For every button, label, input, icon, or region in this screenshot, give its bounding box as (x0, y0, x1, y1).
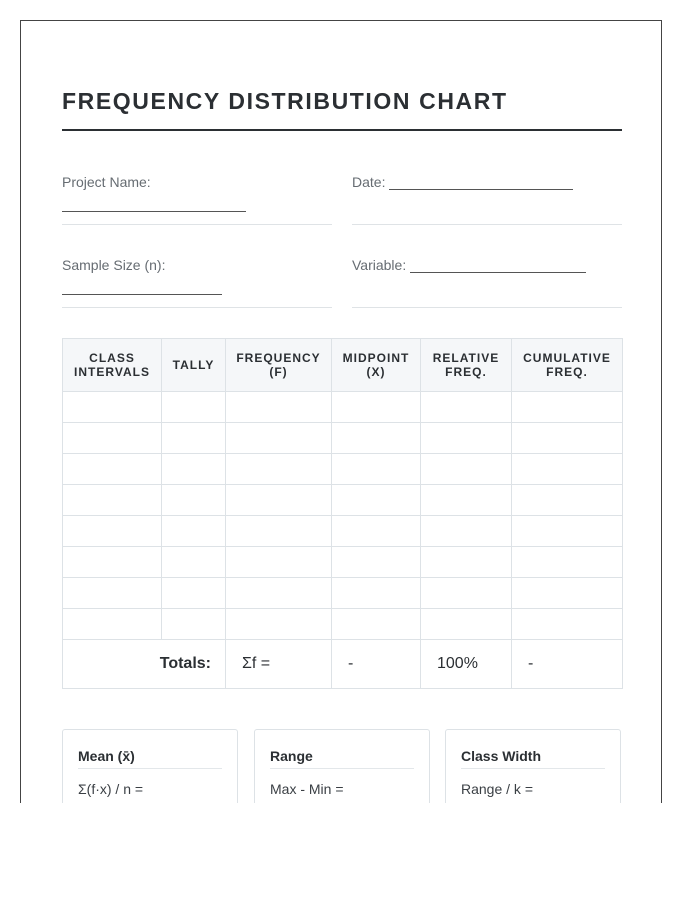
variable-label: Variable: (352, 257, 407, 273)
mean-card (62, 729, 238, 803)
relative-freq-cell[interactable] (421, 454, 512, 485)
frequency-cell[interactable] (226, 578, 332, 609)
relative-freq-cell[interactable] (421, 547, 512, 578)
class-interval-cell[interactable] (63, 485, 162, 516)
class-interval-cell[interactable] (63, 516, 162, 547)
totals-row (63, 640, 623, 689)
relative-freq-cell[interactable] (421, 485, 512, 516)
sample-size-blank[interactable] (62, 280, 222, 295)
worksheet-page (20, 20, 662, 803)
cumulative-freq-cell[interactable] (512, 392, 623, 423)
mean-formula[interactable]: Σ(f·x) / n = (78, 781, 144, 797)
tally-cell[interactable] (162, 485, 226, 516)
tally-cell[interactable] (162, 423, 226, 454)
project-name-label: Project Name: (62, 174, 151, 190)
table-row (63, 516, 623, 547)
cumulative-freq-cell[interactable] (512, 609, 623, 640)
class-interval-cell[interactable] (63, 392, 162, 423)
date-blank[interactable] (389, 175, 573, 190)
frequency-cell[interactable] (226, 609, 332, 640)
midpoint-cell[interactable] (332, 609, 421, 640)
total-midpoint-cell: - (332, 640, 421, 689)
cumulative-freq-cell[interactable] (512, 516, 623, 547)
cumulative-freq-cell[interactable] (512, 578, 623, 609)
class-width-formula[interactable]: Range / k = (461, 781, 533, 797)
tally-cell[interactable] (162, 547, 226, 578)
relative-freq-cell[interactable] (421, 578, 512, 609)
table-row (63, 392, 623, 423)
total-frequency-cell[interactable]: Σf = (226, 640, 332, 689)
class-width-card-title: Class Width (461, 748, 605, 769)
midpoint-cell[interactable] (332, 578, 421, 609)
tally-cell[interactable] (162, 454, 226, 485)
tally-cell[interactable] (162, 516, 226, 547)
tally-cell[interactable] (162, 609, 226, 640)
class-interval-cell[interactable] (63, 547, 162, 578)
table-row (63, 454, 623, 485)
class-interval-cell[interactable] (63, 609, 162, 640)
col-header-tally: TALLY (162, 339, 226, 392)
class-interval-cell[interactable] (63, 578, 162, 609)
mean-card-title: Mean (x̄) (78, 748, 222, 769)
col-header-cumulative-freq: CUMULATIVE FREQ. (512, 339, 623, 392)
frequency-cell[interactable] (226, 454, 332, 485)
table-row (63, 423, 623, 454)
range-card (254, 729, 430, 803)
variable-label-row (352, 256, 622, 274)
relative-freq-cell[interactable] (421, 423, 512, 454)
frequency-cell[interactable] (226, 547, 332, 578)
variable-field[interactable] (352, 256, 622, 308)
date-field[interactable] (352, 173, 622, 225)
midpoint-cell[interactable] (332, 454, 421, 485)
project-name-field[interactable] (62, 173, 332, 225)
cumulative-freq-cell[interactable] (512, 454, 623, 485)
col-header-frequency: FREQUENCY (F) (226, 339, 332, 392)
cumulative-freq-cell[interactable] (512, 547, 623, 578)
cumulative-freq-cell[interactable] (512, 423, 623, 454)
frequency-cell[interactable] (226, 485, 332, 516)
table-row (63, 485, 623, 516)
date-label-row (352, 173, 622, 191)
cumulative-freq-cell[interactable] (512, 485, 623, 516)
midpoint-cell[interactable] (332, 485, 421, 516)
sample-size-field[interactable] (62, 256, 332, 308)
class-width-card (445, 729, 621, 803)
frequency-cell[interactable] (226, 392, 332, 423)
table-header-row (63, 339, 623, 392)
total-relative-freq-cell: 100% (421, 640, 512, 689)
title-divider (62, 129, 622, 131)
midpoint-cell[interactable] (332, 547, 421, 578)
midpoint-cell[interactable] (332, 423, 421, 454)
col-header-midpoint: MIDPOINT (X) (332, 339, 421, 392)
col-header-class-intervals: CLASS INTERVALS (63, 339, 162, 392)
variable-blank[interactable] (410, 258, 586, 273)
frequency-cell[interactable] (226, 516, 332, 547)
col-header-relative-freq: RELATIVE FREQ. (421, 339, 512, 392)
relative-freq-cell[interactable] (421, 516, 512, 547)
midpoint-cell[interactable] (332, 516, 421, 547)
range-formula[interactable]: Max - Min = (270, 781, 344, 797)
tally-cell[interactable] (162, 578, 226, 609)
relative-freq-cell[interactable] (421, 392, 512, 423)
table-row (63, 609, 623, 640)
frequency-cell[interactable] (226, 423, 332, 454)
project-name-blank[interactable] (62, 197, 246, 212)
class-interval-cell[interactable] (63, 423, 162, 454)
totals-label: Totals: (63, 640, 226, 689)
sample-size-label: Sample Size (n): (62, 257, 166, 273)
table-body (63, 392, 623, 689)
midpoint-cell[interactable] (332, 392, 421, 423)
table-row (63, 578, 623, 609)
page-title: FREQUENCY DISTRIBUTION CHART (62, 88, 508, 114)
total-cumulative-freq-cell: - (512, 640, 623, 689)
relative-freq-cell[interactable] (421, 609, 512, 640)
range-card-title: Range (270, 748, 414, 769)
table-row (63, 547, 623, 578)
class-interval-cell[interactable] (63, 454, 162, 485)
frequency-table (62, 338, 623, 689)
tally-cell[interactable] (162, 392, 226, 423)
date-label: Date: (352, 174, 386, 190)
